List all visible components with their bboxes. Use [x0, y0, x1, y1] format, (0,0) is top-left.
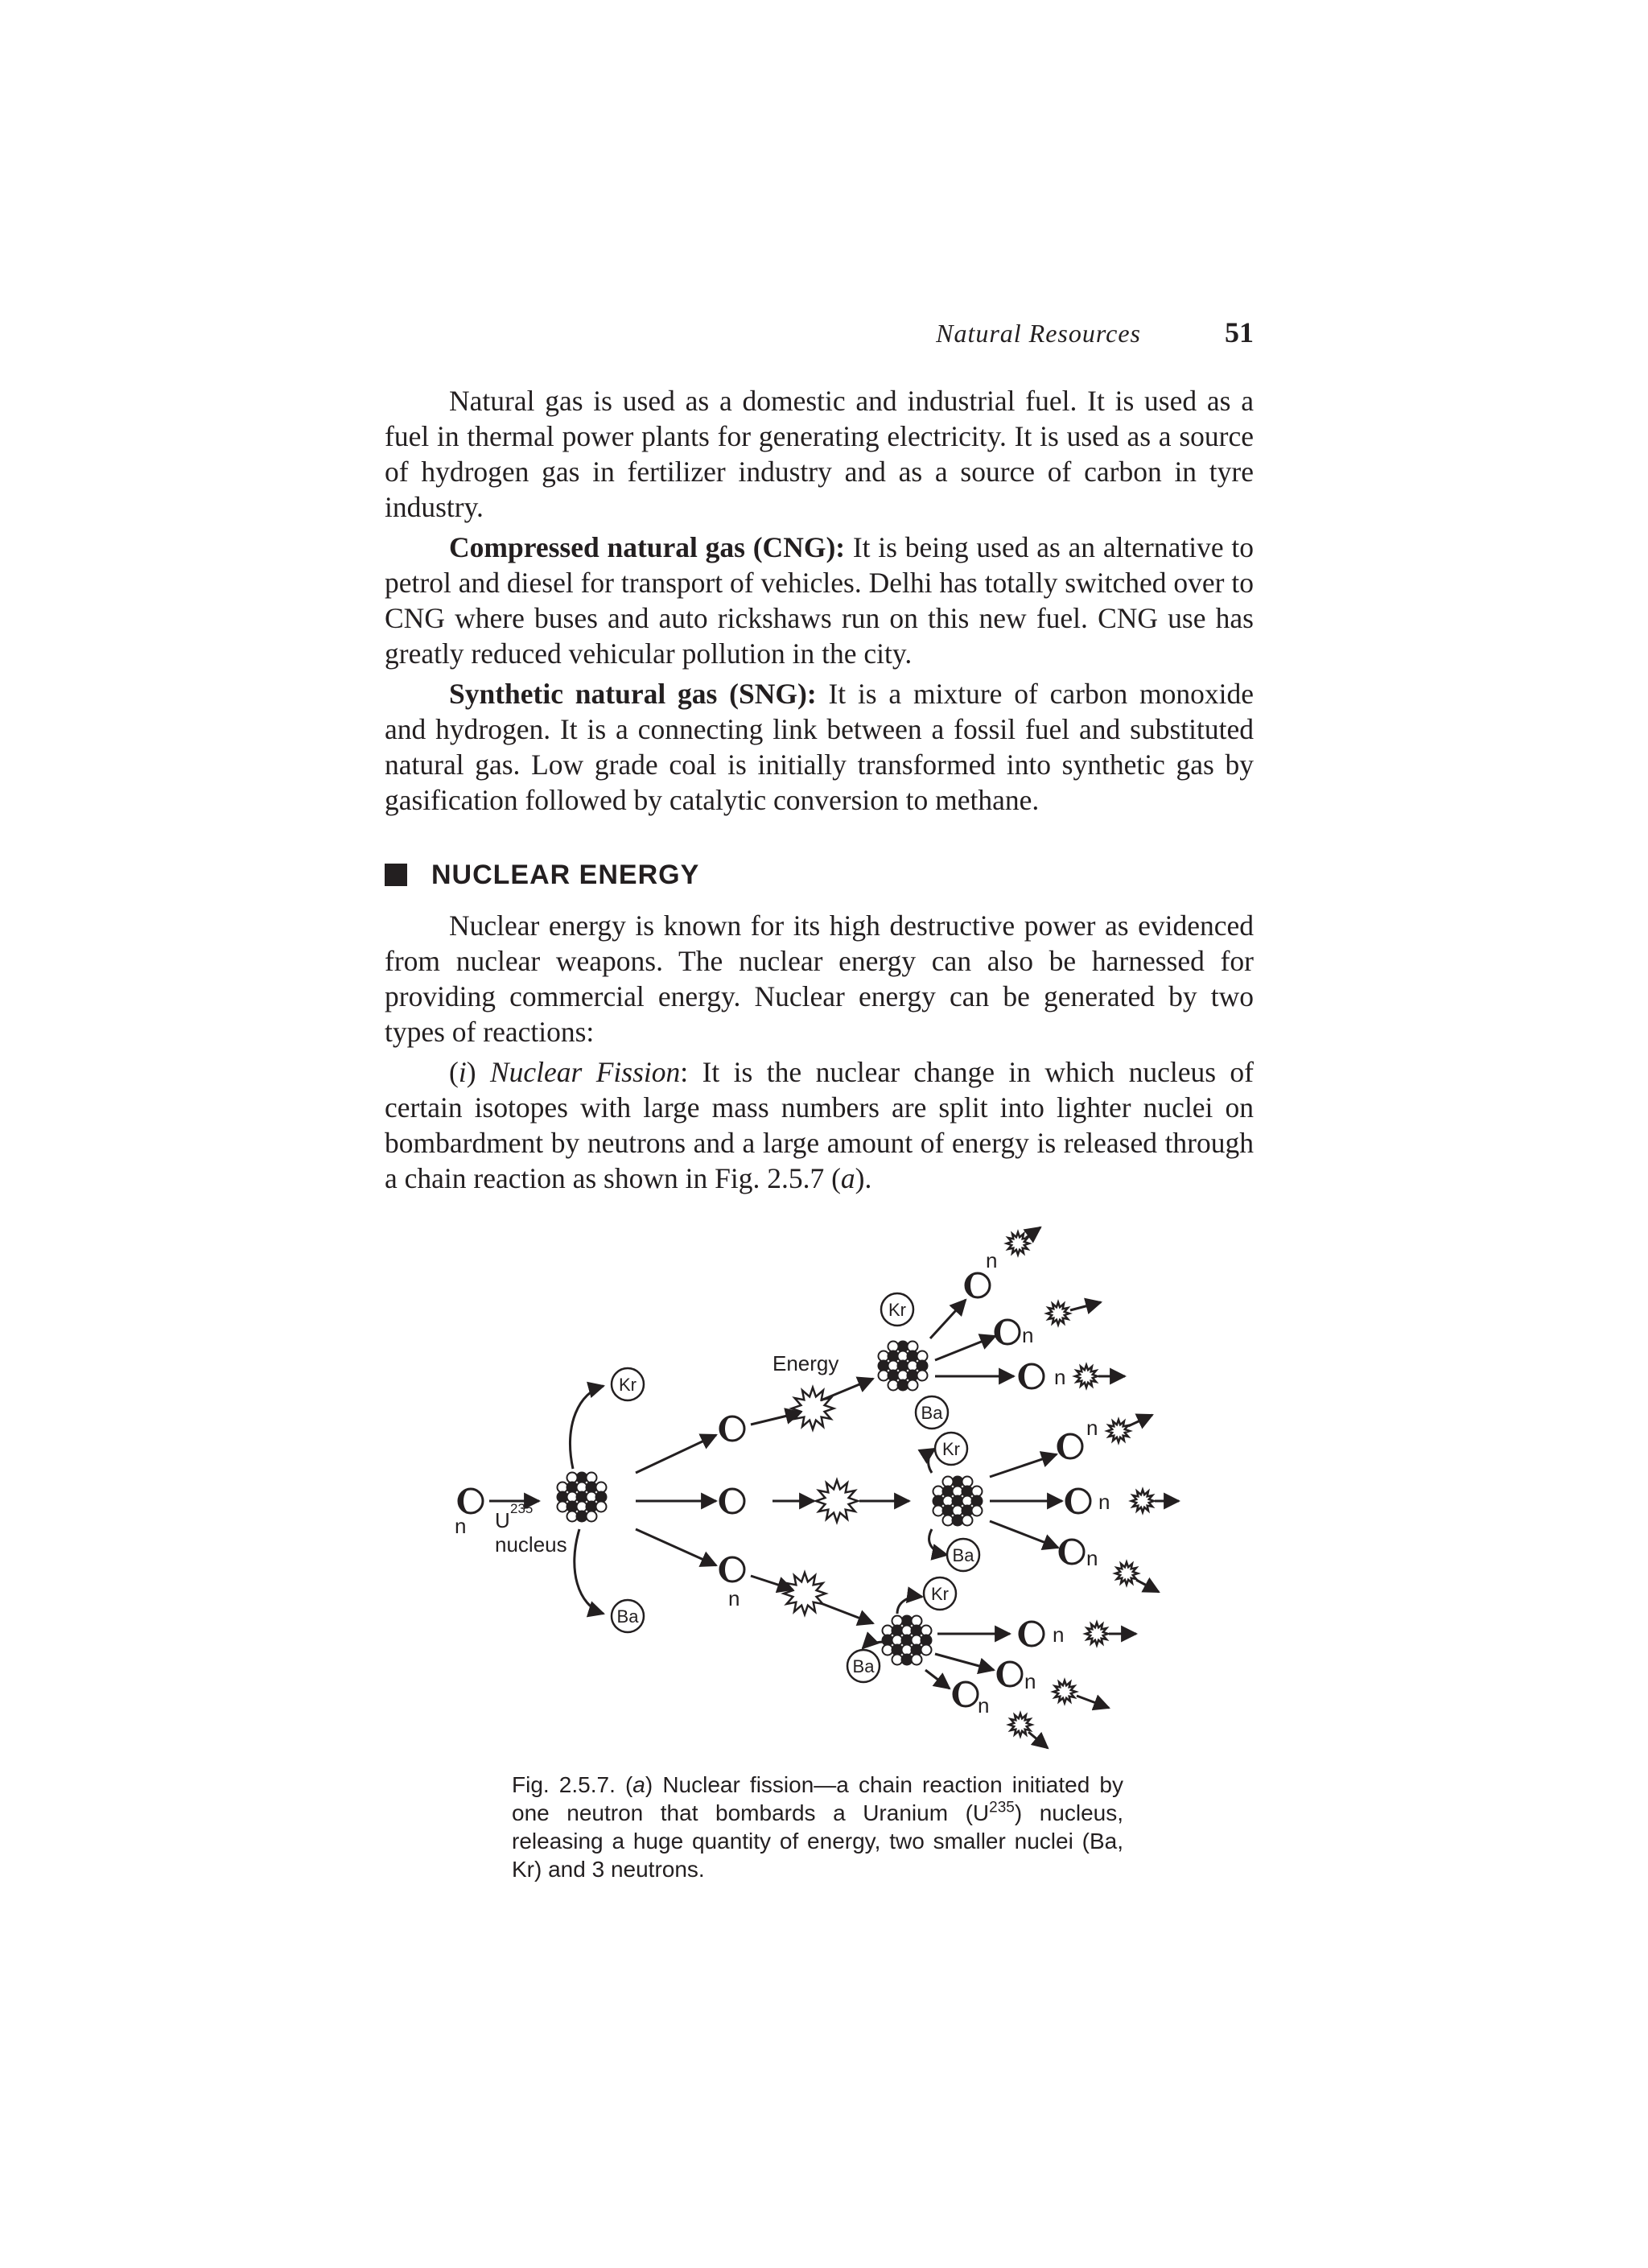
reaction-arrow [930, 1300, 966, 1338]
burst-shape [816, 1480, 858, 1522]
barium-fragment [612, 1600, 644, 1632]
energy-burst-icon [1053, 1680, 1076, 1703]
reaction-arrow [990, 1454, 1057, 1477]
black-square-icon [385, 864, 407, 886]
neutron-icon [720, 1557, 744, 1581]
energy-label: Energy [772, 1351, 839, 1375]
sng-term: Synthetic natural gas (SNG): [449, 678, 817, 710]
reaction-arrow [925, 1670, 950, 1689]
energy-burst-icon [1047, 1302, 1069, 1325]
nucleon [921, 1645, 932, 1656]
burst-shape [1086, 1623, 1108, 1645]
neutron-group [459, 1273, 1090, 1706]
reaction-arrow [821, 1603, 873, 1623]
nucleus-label: nucleus [495, 1532, 567, 1557]
neutron-icon [998, 1662, 1022, 1686]
paragraph-natural-gas: Natural gas is used as a domestic and industrial fuel. It is used as a fuel in thermal power plants for generating electricity. It is used as a source of hydrogen gas in fertilizer industry and as a source of carbon in tyre industry. [385, 385, 1254, 523]
burst-shape [1007, 1232, 1029, 1255]
neutron-icon [1060, 1540, 1084, 1564]
running-title: Natural Resources [936, 319, 1141, 348]
neutron-label: n [978, 1693, 990, 1717]
neutron-icon [1058, 1434, 1082, 1458]
fragment-arrow [570, 1386, 604, 1469]
burst-shape [784, 1573, 826, 1614]
fragment-label: Ba [616, 1606, 639, 1627]
nucleon [587, 1511, 597, 1522]
neutron-icon [995, 1320, 1020, 1344]
burst-shape [1131, 1490, 1154, 1512]
label-group [455, 1248, 1110, 1717]
caption-letter: a [632, 1772, 645, 1797]
reaction-arrow [636, 1529, 716, 1565]
neutron-label: n [1024, 1669, 1036, 1693]
energy-burst-icon [1107, 1420, 1130, 1442]
fragment-label: Ba [952, 1545, 974, 1565]
fragment-arrow [575, 1529, 604, 1614]
fission-text: : It is the nuclear change in which nucleus of certain isotopes with large mass numbers are split into lighter nuclei on bombardment by neutrons and a large amount of energy is released through a chain reaction as shown in Fig. 2.5.7 ( [385, 1056, 1255, 1194]
fission-ref-letter: a [840, 1162, 855, 1194]
fragment-label: Ba [852, 1656, 875, 1676]
paragraph-nuclear-intro: Nuclear energy is known for its high destructive power as evidenced from nuclear weapons. The nuclear energy can also be harnessed for providing commercial energy. Nuclear energy can be generated by two types of reactions: [385, 909, 1254, 1048]
fragment-arrow [863, 1642, 885, 1648]
uranium-nucleus-icon [558, 1473, 607, 1522]
neutron-label: n [1086, 1546, 1098, 1570]
cng-text: It is being used as an alternative to petrol and diesel for transport of vehicles. Delhi has totally switched over to CNG where buses and auto rickshaws run on this new fuel. CNG use has greatly reduced vehicular pollution in the city. [385, 531, 1254, 670]
barium-fragment [847, 1650, 880, 1682]
fragment-label: Kr [942, 1439, 960, 1459]
reaction-arrow [821, 1379, 873, 1400]
uranium-nucleus-icon [883, 1616, 932, 1665]
fission-end: ). [855, 1162, 872, 1194]
burst-shape [792, 1388, 834, 1429]
fission-open: ( [449, 1056, 459, 1088]
neutron-label: n [986, 1248, 998, 1272]
burst-shape [1075, 1365, 1098, 1388]
neutron-label: n [1022, 1323, 1034, 1347]
fission-numeral: i [458, 1056, 467, 1088]
natural-gas-text [385, 383, 1254, 823]
neutron-icon [720, 1489, 744, 1513]
burst-shape [1107, 1420, 1130, 1442]
caption-part-3: ) nucleus, releasing a huge quantity of energy, two smaller nuclei (Ba, Kr) and 3 neutrons. [512, 1800, 1123, 1882]
reaction-arrow [1136, 1580, 1159, 1592]
energy-burst-icon [1075, 1365, 1098, 1388]
nucleon [972, 1506, 983, 1516]
energy-burst-icon [816, 1480, 858, 1522]
uranium-nucleus-icon [879, 1342, 928, 1391]
nucleon [912, 1655, 922, 1665]
neutron-icon [966, 1273, 990, 1297]
fragment-arrow [929, 1449, 935, 1473]
fission-diagram [435, 1207, 1207, 1755]
neutron-icon [720, 1416, 744, 1441]
barium-fragment [916, 1396, 948, 1429]
burst-shape [1053, 1680, 1076, 1703]
reaction-arrow [1028, 1732, 1048, 1748]
page-number: 51 [1225, 316, 1254, 348]
fragment-label: Kr [619, 1375, 637, 1395]
krypton-fragment [612, 1368, 644, 1400]
nucleon [962, 1515, 973, 1526]
neutron-icon [1066, 1489, 1090, 1513]
section-heading [385, 855, 699, 895]
reaction-arrow [935, 1336, 995, 1360]
neutron-label: n [1086, 1416, 1098, 1440]
nucleon [917, 1371, 928, 1381]
nuclear-energy-text [385, 908, 1254, 1201]
fragment-arrow [929, 1529, 947, 1555]
sng-text: It is a mixture of carbon monoxide and hydrogen. It is a connecting link between a fossil fuel and substituted natural gas. Low grade coal is initially transformed into synthetic gas by gasification followed by catalytic conversion to methane. [385, 678, 1254, 816]
mass-number-label: 235 [510, 1501, 534, 1516]
figure-caption [512, 1771, 1123, 1883]
reaction-arrow [1070, 1302, 1101, 1310]
cng-term: Compressed natural gas (CNG): [449, 531, 846, 563]
krypton-fragment [924, 1577, 956, 1610]
paragraph-nuclear-fission [385, 1054, 1254, 1196]
neutron-label: n [1053, 1623, 1065, 1647]
caption-superscript: 235 [989, 1799, 1015, 1816]
fragment-label: Kr [931, 1584, 949, 1604]
neutron-icon [954, 1682, 978, 1706]
krypton-fragment [935, 1433, 967, 1465]
energy-burst-icon [792, 1388, 834, 1429]
neutron-icon [1020, 1622, 1044, 1646]
reaction-arrow [751, 1412, 801, 1425]
uranium-nucleus-icon [933, 1477, 983, 1526]
fragment-label: Ba [921, 1403, 943, 1423]
burst-shape [1047, 1302, 1069, 1325]
fission-close: ) [466, 1056, 490, 1088]
fission-diagram-svg [435, 1207, 1207, 1755]
reaction-arrow [636, 1435, 716, 1473]
energy-burst-icon [1007, 1232, 1029, 1255]
section-heading-text: NUCLEAR ENERGY [431, 859, 700, 890]
burst-shape [1115, 1562, 1138, 1585]
nucleon [596, 1502, 607, 1512]
caption-part-1: Fig. 2.5.7. ( [512, 1772, 633, 1797]
reaction-arrow [1128, 1415, 1152, 1426]
nucleon [908, 1380, 918, 1391]
reaction-arrow [1077, 1696, 1109, 1708]
neutron-label: n [1098, 1490, 1110, 1514]
caption-part-2: ) Nuclear fission—a chain reaction initiated by one neutron that bombards a Uranium (U [512, 1772, 1123, 1825]
neutron-label: n [728, 1586, 740, 1610]
neutron-icon [1020, 1364, 1044, 1388]
paragraph-sng [385, 676, 1254, 818]
krypton-fragment [881, 1293, 913, 1326]
reaction-arrow [935, 1654, 994, 1670]
neutron-label: n [455, 1514, 467, 1538]
fission-term: Nuclear Fission [489, 1056, 681, 1088]
energy-burst-icon [784, 1573, 826, 1614]
energy-burst-icon [1131, 1490, 1154, 1512]
neutron-icon [459, 1489, 483, 1513]
energy-burst-icon [1115, 1562, 1138, 1585]
fragment-label: Kr [888, 1300, 906, 1320]
fragment-arrow [897, 1597, 922, 1614]
paragraph-cng [385, 530, 1254, 671]
energy-burst-icon [1086, 1623, 1108, 1645]
page-header [385, 316, 1254, 359]
barium-fragment [947, 1539, 979, 1571]
neutron-label: n [1054, 1365, 1066, 1389]
uranium-label: U [495, 1508, 510, 1532]
reaction-arrow [1026, 1227, 1040, 1238]
reaction-arrow [990, 1521, 1058, 1548]
